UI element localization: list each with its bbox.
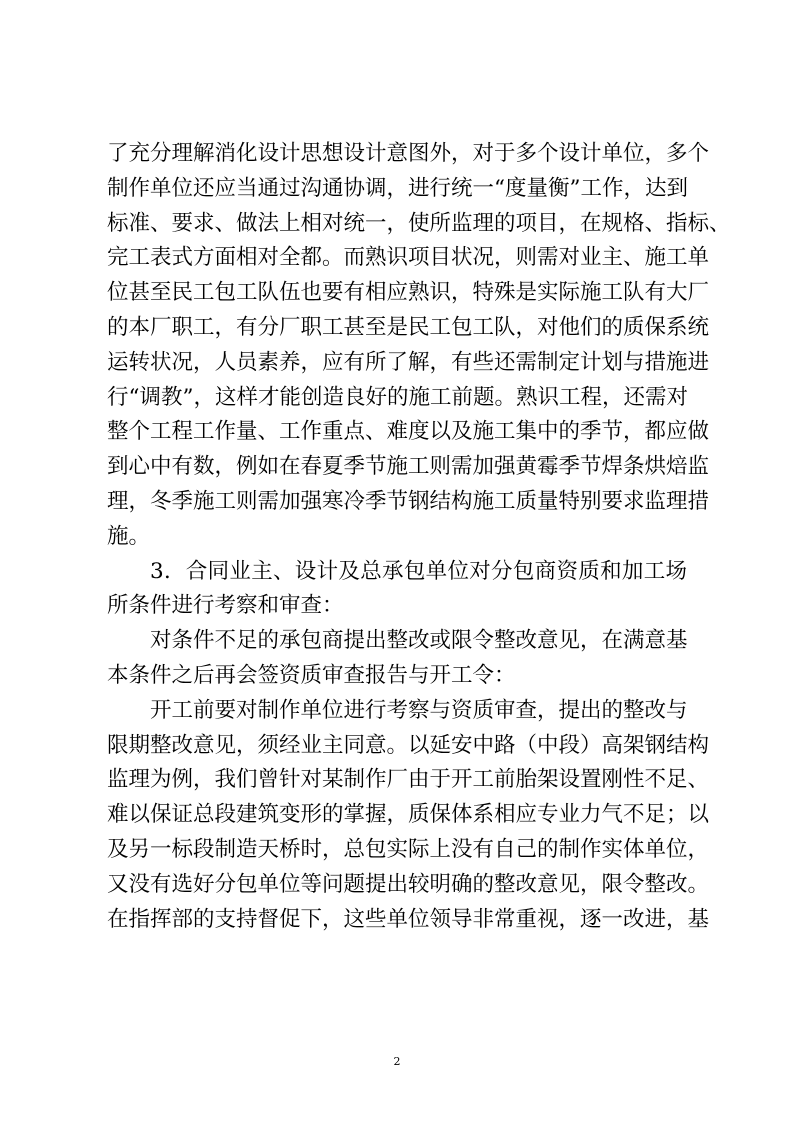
body-text (107, 137, 731, 937)
text-line: 到心中有数，例如在春夏季节施工则需加强黄霉季节焊条烘焙监 (107, 454, 710, 480)
text-line: 及另一标段制造天桥时，总包实际上没有自己的制作实体单位， (107, 836, 710, 862)
text-line: 本条件之后再会签资质审查报告与开工令： (107, 662, 516, 688)
paragraph (107, 694, 710, 938)
text-line: 行“调教”，这样才能创造良好的施工前题。熟识工程，还需对 (107, 384, 688, 410)
text-line: 了充分理解消化设计思想设计意图外，对于多个设计单位，多个 (107, 141, 710, 166)
paragraph (107, 137, 731, 555)
text-line: 所条件进行考察和审查： (107, 593, 344, 619)
text-line: 理，冬季施工则需加强寒冷季节钢结构施工质量特别要求监理措 (107, 488, 710, 514)
text-line: 难以保证总段建筑变形的掌握，质保体系相应专业力气不足；以 (107, 802, 710, 828)
text-line: 又没有选好分包单位等问题提出较明确的整改意见，限令整改。 (107, 871, 710, 897)
text-line: 完工表式方面相对全都。而熟识项目状况，则需对业主、施工单 (107, 245, 710, 271)
text-line: 开工前要对制作单位进行考察与资质审查，提出的整改与 (150, 697, 688, 723)
text-line: 监理为例，我们曾针对某制作厂由于开工前胎架设置刚性不足、 (107, 767, 710, 793)
text-line: 对条件不足的承包商提出整改或限令整改意见，在满意基 (150, 628, 688, 654)
page-number: 2 (393, 1055, 401, 1068)
text-line: 整个工程工作量、工作重点、难度以及施工集中的季节，都应做 (107, 419, 710, 445)
text-line: 3．合同业主、设计及总承包单位对分包商资质和加工场 (150, 558, 687, 584)
paragraph (107, 555, 687, 625)
paragraph (107, 624, 687, 694)
text-line: 标准、要求、做法上相对统一，使所监理的项目，在规格、指标、 (107, 210, 731, 236)
text-line: 制作单位还应当通过沟通协调，进行统一“度量衡”工作，达到 (107, 175, 688, 201)
text-line: 的本厂职工，有分厂职工甚至是民工包工队，对他们的质保系统 (107, 314, 710, 340)
text-line: 限期整改意见，须经业主同意。以延安中路（中段）高架钢结构 (107, 732, 710, 758)
text-line: 运转状况，人员素养，应有所了解，有些还需制定计划与措施进 (107, 349, 710, 375)
text-line: 在指挥部的支持督促下，这些单位领导非常重视，逐一改进，基 (107, 906, 710, 932)
text-line: 施。 (107, 523, 151, 549)
text-line: 位甚至民工包工队伍也要有相应熟识，特殊是实际施工队有大厂 (107, 280, 710, 306)
